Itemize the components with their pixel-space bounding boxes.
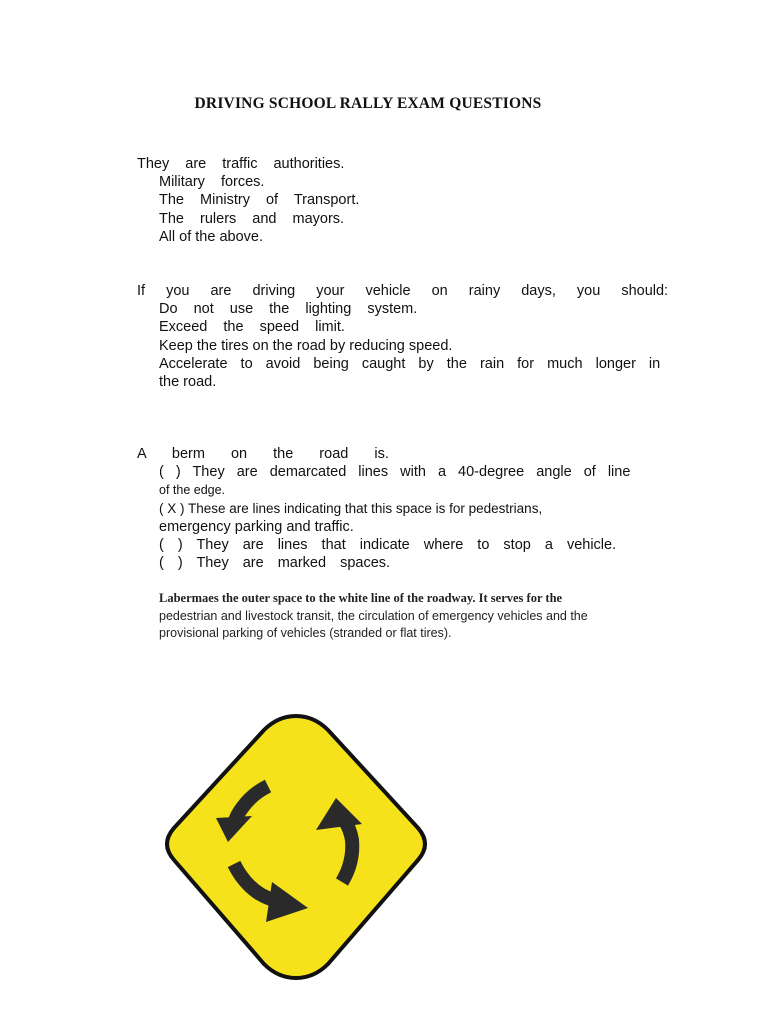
question-3-option-3: ( ) They are lines that indicate where to stop a vehicle. xyxy=(159,537,617,554)
explanation-lead: Labermaes the outer space to the white line of the roadway. It serves for the xyxy=(159,591,563,605)
question-1-option-2: The Ministry of Transport. xyxy=(159,192,360,209)
question-3-option-4: ( ) They are marked spaces. xyxy=(159,555,391,572)
question-3-text: A berm on the road is. xyxy=(137,446,389,462)
question-3-option-1-cont: of the edge. xyxy=(159,483,226,498)
question-3-option-2-correct: ( X ) These are lines indicating that this space is for pedestrians, xyxy=(159,500,543,516)
question-2-option-4-cont: the road. xyxy=(159,374,217,391)
question-1 xyxy=(137,155,663,246)
question-1-option-1: Military forces. xyxy=(159,174,265,191)
answer-explanation xyxy=(159,590,659,643)
sign-diamond-body xyxy=(167,716,425,978)
page-title: DRIVING SCHOOL RALLY EXAM QUESTIONS xyxy=(194,95,542,112)
question-2 xyxy=(137,282,669,391)
question-2-option-1: Do not use the lighting system. xyxy=(159,301,418,318)
question-1-option-4: All of the above. xyxy=(159,228,263,245)
question-2-option-2: Exceed the speed limit. xyxy=(159,319,345,336)
question-1-option-3: The rulers and mayors. xyxy=(159,210,345,227)
question-2-text: If you are driving your vehicle on rainy days, you should: xyxy=(137,283,669,299)
question-2-option-3: Keep the tires on the road by reducing speed. xyxy=(159,337,453,354)
question-2-option-4: Accelerate to avoid being caught by the rain for much longer in xyxy=(159,355,661,372)
explanation-line-2: pedestrian and livestock transit, the circulation of emergency vehicles and the xyxy=(159,608,588,623)
question-3-option-1: ( ) They are demarcated lines with a 40-degree angle of line xyxy=(159,464,631,481)
question-1-text: They are traffic authorities. xyxy=(137,156,345,172)
roundabout-sign-icon xyxy=(156,712,436,982)
question-3-option-2-cont: emergency parking and traffic. xyxy=(159,518,354,535)
explanation-line-3: provisional parking of vehicles (stranded or flat tires). xyxy=(159,626,452,640)
question-3 xyxy=(137,445,663,572)
